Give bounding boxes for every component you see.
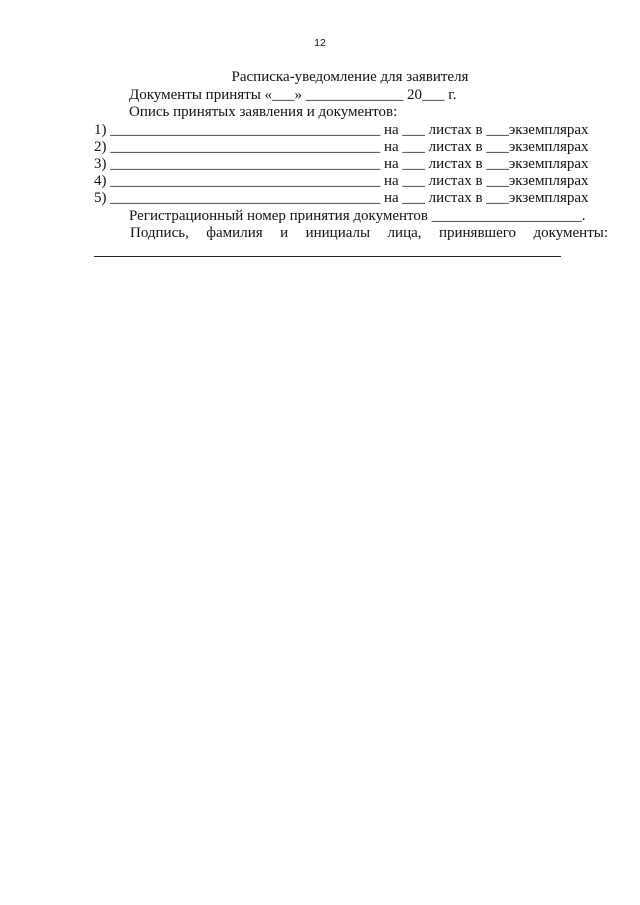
signature-rule (94, 256, 561, 257)
page-number: 12 (314, 37, 326, 49)
receipt-title: Расписка-уведомление для заявителя (231, 69, 469, 85)
inventory-item-3: 3) ____________________________________ на ___ листах в ___экземплярах (94, 156, 589, 172)
documents-accepted-line: Документы приняты «___» _____________ 20___ г. (129, 87, 457, 103)
signature-caption: Подпись, фамилия и инициалы лица, принявшего документы: (130, 225, 608, 241)
inventory-item-1: 1) ____________________________________ на ___ листах в ___экземплярах (94, 122, 589, 138)
inventory-heading: Опись принятых заявления и документов: (129, 104, 398, 120)
registration-number-line: Регистрационный номер принятия документов ____________________. (129, 208, 586, 224)
inventory-item-2: 2) ____________________________________ на ___ листах в ___экземплярах (94, 139, 589, 155)
inventory-item-5: 5) ____________________________________ на ___ листах в ___экземплярах (94, 190, 589, 206)
inventory-item-4: 4) ____________________________________ на ___ листах в ___экземплярах (94, 173, 589, 189)
